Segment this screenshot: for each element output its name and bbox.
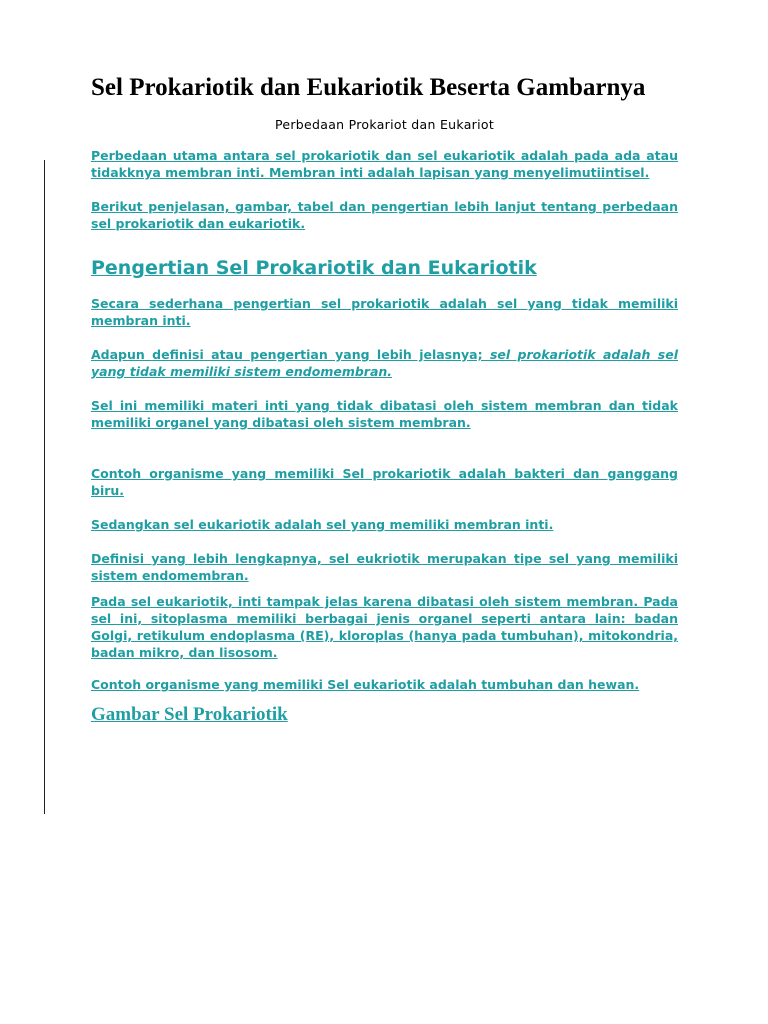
paragraph-contoh-prokariotik[interactable]: Contoh organisme yang memiliki Sel prokariotik adalah bakteri dan ganggang biru.: [91, 466, 678, 498]
paragraph-eukariotik-lengkap[interactable]: Definisi yang lebih lengkapnya, sel eukriotik merupakan tipe sel yang memiliki sistem endomembran.: [91, 551, 678, 583]
paragraph-contoh-eukariotik[interactable]: Contoh organisme yang memiliki Sel eukariotik adalah tumbuhan dan hewan.: [91, 677, 640, 692]
paragraph-adapun-italic: sel prokariotik adalah sel yang tidak memiliki sistem endomembran.: [91, 347, 678, 379]
section-heading-pengertian[interactable]: Pengertian Sel Prokariotik dan Eukariotik: [91, 257, 537, 279]
paragraph-organel[interactable]: Pada sel eukariotik, inti tampak jelas karena dibatasi oleh sistem membran. Pada sel ini, sitoplasma memiliki berbagai jenis organel seperti antara lain: badan Golgi, retikulum endoplasma (RE), kloroplas (hanya pada tumbuhan), mitokondria, badan mikro, dan lisosom.: [91, 594, 678, 660]
paragraph-prokariotik-definition[interactable]: Secara sederhana pengertian sel prokariotik adalah sel yang tidak memiliki membran inti.: [91, 296, 678, 328]
section-heading-gambar[interactable]: Gambar Sel Prokariotik: [91, 704, 288, 725]
margin-rule: [44, 160, 45, 814]
document-title: Sel Prokariotik dan Eukariotik Beserta Gambarnya: [91, 74, 646, 101]
paragraph-adapun[interactable]: [91, 346, 678, 380]
paragraph-eukariotik-definition[interactable]: Sedangkan sel eukariotik adalah sel yang memiliki membran inti.: [91, 517, 554, 532]
paragraph-materi-inti[interactable]: Sel ini memiliki materi inti yang tidak dibatasi oleh sistem membran dan tidak memiliki organel yang dibatasi oleh sistem membran.: [91, 398, 678, 430]
intro-paragraph-1[interactable]: Perbedaan utama antara sel prokariotik dan sel eukariotik adalah pada ada atau tidakknya membran inti. Membran inti adalah lapisan yang menyelimutiintisel.: [91, 148, 678, 180]
document-content: [91, 72, 678, 727]
intro-paragraph-2[interactable]: Berikut penjelasan, gambar, tabel dan pengertian lebih lanjut tentang perbedaan sel prokariotik dan eukariotik.: [91, 199, 678, 231]
paragraph-adapun-lead: Adapun definisi atau pengertian yang lebih jelasnya;: [91, 347, 490, 362]
document-subtitle: Perbedaan Prokariot dan Eukariot: [274, 117, 495, 132]
